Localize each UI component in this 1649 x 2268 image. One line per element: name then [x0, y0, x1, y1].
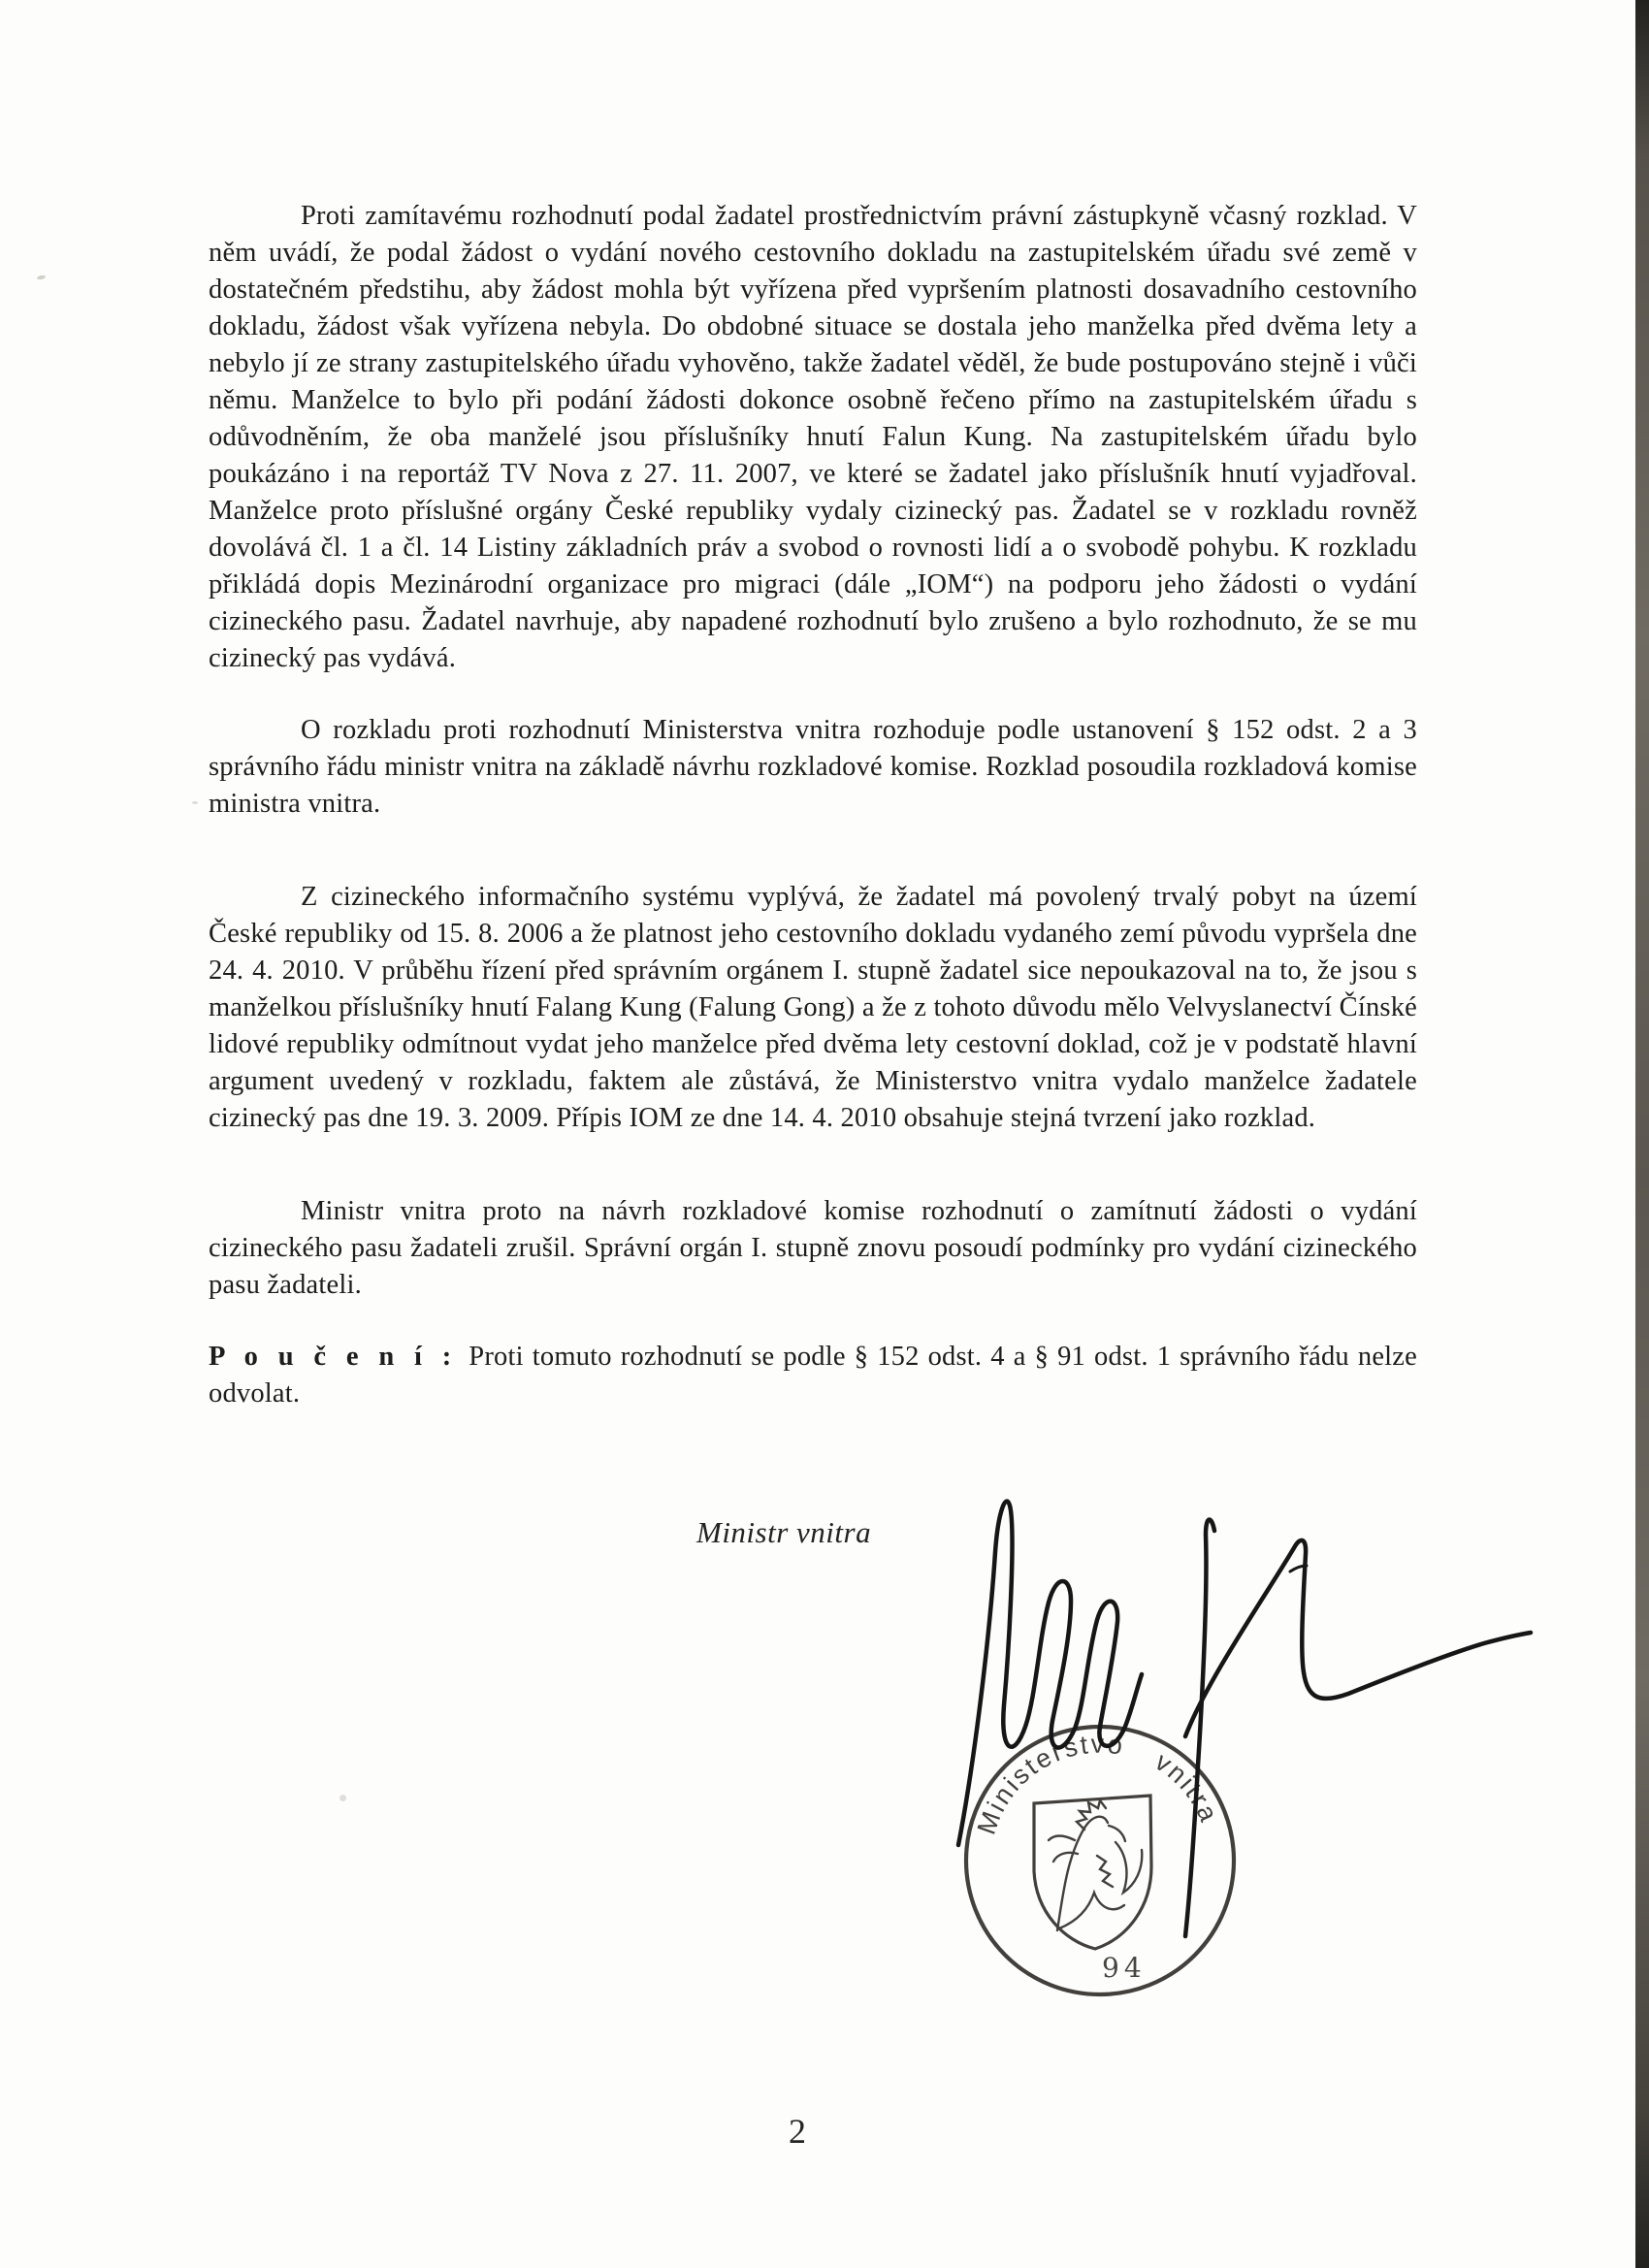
signatory-role-label: Ministr vnitra	[696, 1515, 872, 1549]
stamp-number: 94	[1102, 1952, 1147, 1984]
body-paragraph-2: O rozkladu proti rozhodnutí Ministerstva vnitra rozhoduje podle ustanovení § 152 odst. 2 a 3 správního řádu ministr vnitra na základě návrhu rozkladové komise. Rozklad posoudila rozkladová komise ministra vnitra.	[209, 715, 1417, 819]
handwritten-signature	[958, 1502, 1531, 1936]
signature-stroke-spike	[1185, 1519, 1214, 1936]
czech-lion-shield	[1034, 1796, 1151, 1949]
scan-speck	[37, 275, 47, 280]
document-body	[209, 198, 1417, 1412]
scan-speck	[340, 1795, 346, 1801]
signature-stroke-dash	[1290, 1566, 1307, 1571]
signature-stroke-tail	[1185, 1540, 1531, 1736]
signature-stroke-loops	[958, 1502, 1142, 1845]
body-paragraph-3: Z cizineckého informačního systému vyplývá, že žadatel má povolený trvalý pobyt na území České republiky od 15. 8. 2006 a že platnost jeho cestovního dokladu vydaného zemí původu vypršela dne 24. 4. 2010. V průběhu řízení před správním orgánem I. stupně žadatel sice nepoukazoval na to, že jsou s manželkou příslušníky hnutí Falang Kung (Falung Gong) a že z tohoto důvodu mělo Velvyslanectví Čínské lidové republiky odmítnout vydat jeho manželce před dvěma lety cestovní doklad, což je v podstatě hlavní argument uvedený v rozkladu, faktem ale zůstává, že Ministerstvo vnitra vydalo manželce žadatele cizinecký pas dne 19. 3. 2009. Přípis IOM ze dne 14. 4. 2010 obsahuje stejná tvrzení jako rozklad.	[209, 882, 1417, 1133]
lion-emblem	[1049, 1800, 1142, 1930]
stamp-ring-text-2: vnitra	[1149, 1746, 1225, 1829]
pouceni-text: Proti tomuto rozhodnutí se podle § 152 odst. 4 a § 91 odst. 1 správního řádu nelze odvolat.	[209, 1342, 1417, 1409]
pouceni-label: P o u č e n í :	[209, 1342, 458, 1372]
stamp-ring-text-1: Ministerstvo	[971, 1729, 1127, 1838]
body-paragraph-1: Proti zamítavému rozhodnutí podal žadatel prostřednictvím právní zástupkyně včasný rozklad. V něm uvádí, že podal žádost o vydání nového cestovního dokladu na zastupitelském úřadu své země v dostatečném předstihu, aby žádost mohla být vyřízena před vypršením platnosti dosavadního cestovního dokladu, žádost však vyřízena nebyla. Do obdobné situace se dostala jeho manželka před dvěma lety a nebylo jí ze strany zastupitelského úřadu vyhověno, takže žadatel věděl, že bude postupováno stejně i vůči němu. Manželce to bylo při podání žádosti dokonce osobně řečeno přímo na zastupitelském úřadu s odůvodněním, že oba manželé jsou příslušníky hnutí Falun Kung. Na zastupitelském úřadu bylo poukázáno i na reportáž TV Nova z 27. 11. 2007, ve které se žadatel jako příslušník hnutí vyjadřoval. Manželce proto příslušné orgány České republiky vydaly cizinecký pas. Žadatel se v rozkladu rovněž dovolává čl. 1 a čl. 14 Listiny základních práv a svobod o rovnosti lidí a o svobodě pohybu. K rozkladu přikládá dopis Mezinárodní organizace pro migraci (dále „IOM“) na podporu jeho žádosti o vydání cizineckého pasu. Žadatel navrhuje, aby napadené rozhodnutí bylo zrušeno a bylo rozhodnuto, že se mu cizinecký pas vydává.	[209, 201, 1417, 673]
stamp-border-circle	[966, 1727, 1234, 1994]
stamp-ring-text	[972, 1730, 1224, 1838]
scan-edge-artifact	[1635, 0, 1649, 2268]
pouceni-paragraph	[209, 1339, 1417, 1412]
scan-speck	[192, 801, 198, 804]
body-paragraph-4: Ministr vnitra proto na návrh rozkladové komise rozhodnutí o zamítnutí žádosti o vydání cizineckého pasu žadateli zrušil. Správní orgán I. stupně znovu posoudí podmínky pro vydání cizineckého pasu žadateli.	[209, 1196, 1417, 1300]
ministry-round-stamp	[966, 1727, 1234, 1994]
page-number: 2	[789, 2112, 806, 2151]
